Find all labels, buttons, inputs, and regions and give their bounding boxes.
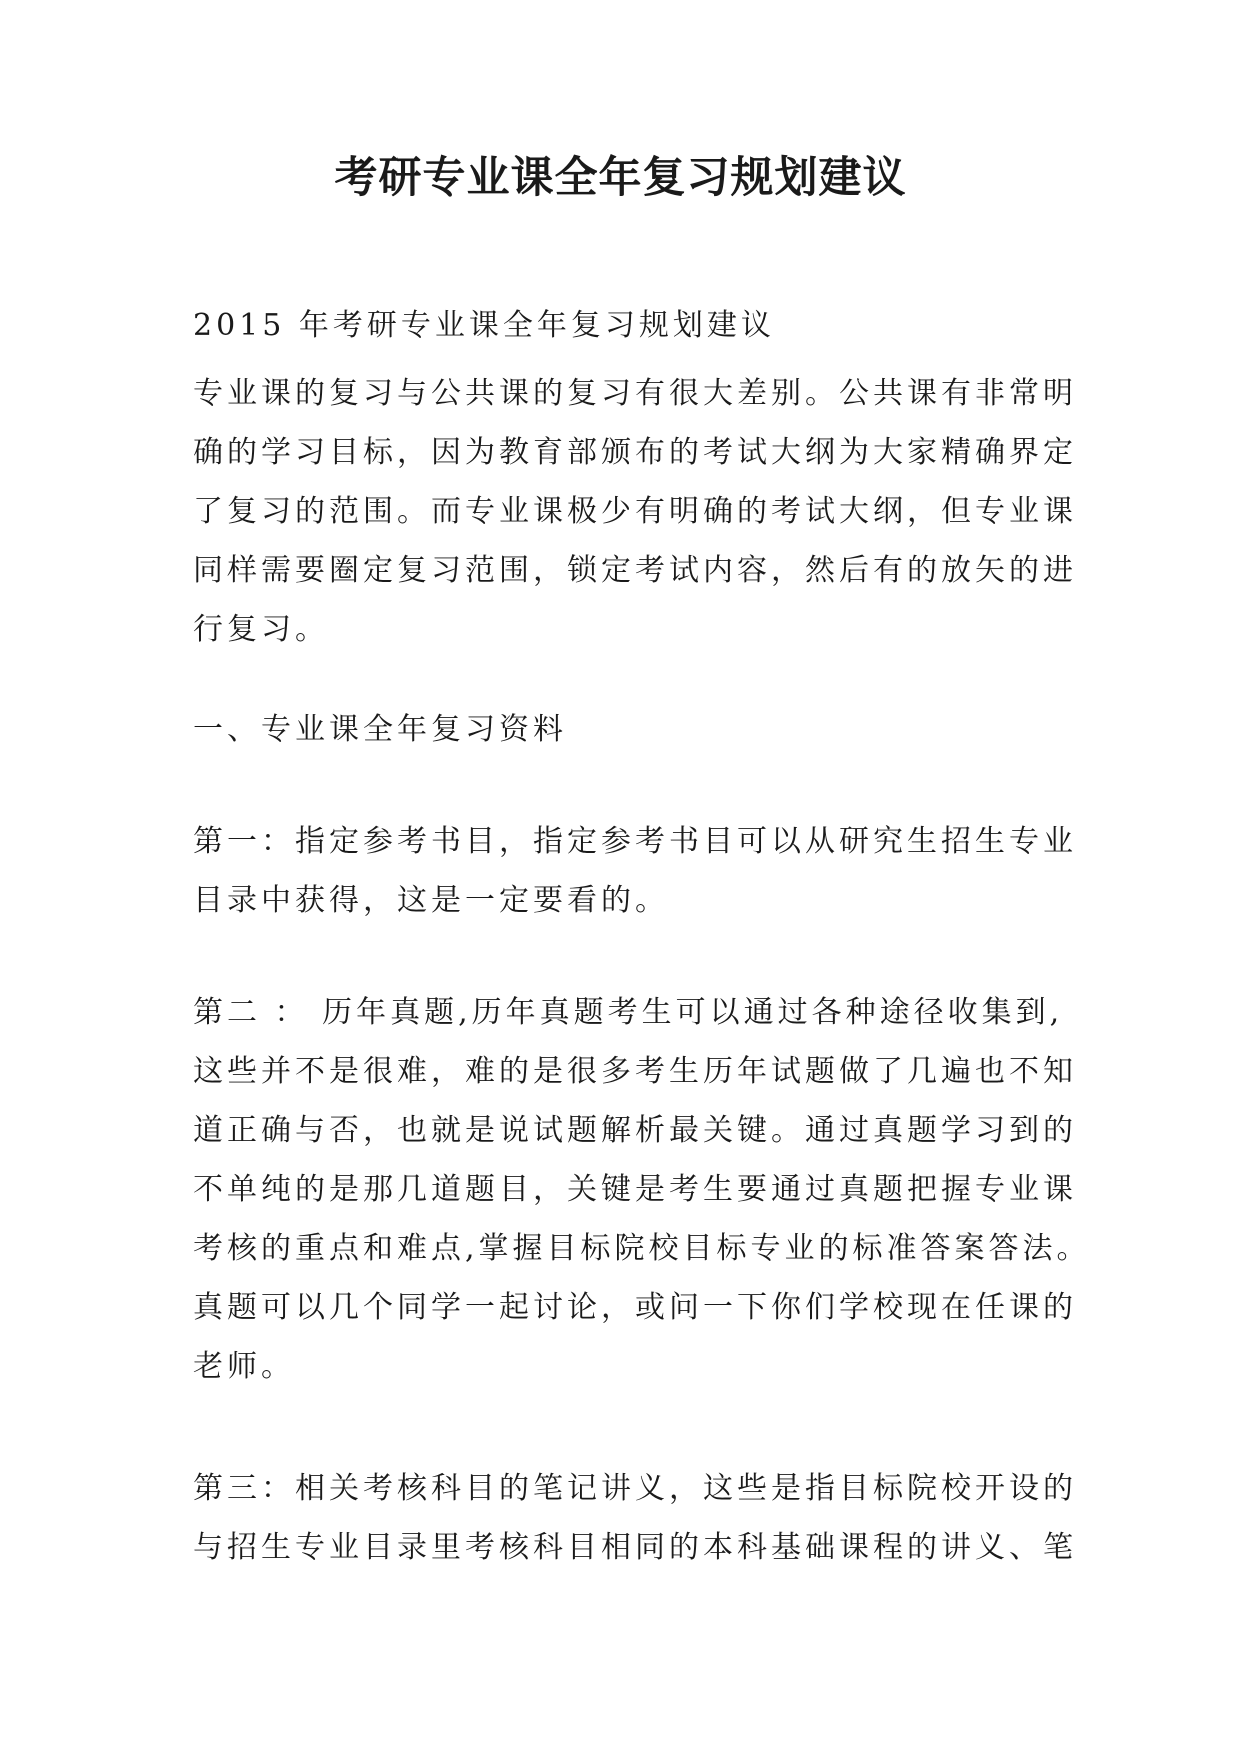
- intro-line: 了复习的范围。而专业课极少有明确的考试大纲，但专业课: [193, 494, 1077, 529]
- intro-line: 专业课的复习与公共课的复习有很大差别。公共课有非常明: [193, 376, 1077, 411]
- item-paragraph-1: [193, 812, 1077, 930]
- intro-line: 行复习。: [193, 612, 329, 647]
- item-line: 不单纯的是那几道题目，关键是考生要通过真题把握专业课: [193, 1172, 1077, 1207]
- item-line: 目录中获得，这是一定要看的。: [193, 883, 669, 918]
- item-line: 道正确与否，也就是说试题解析最关键。通过真题学习到的: [193, 1113, 1077, 1148]
- intro-line: 确的学习目标，因为教育部颁布的考试大纲为大家精确界定: [193, 435, 1077, 470]
- item-paragraph-3: [193, 1459, 1077, 1577]
- item-line: 考核的重点和难点,掌握目标院校目标专业的标准答案答法。: [193, 1231, 1091, 1266]
- item-line: 这些并不是很难，难的是很多考生历年试题做了几遍也不知: [193, 1054, 1077, 1089]
- item-line: 真题可以几个同学一起讨论，或问一下你们学校现在任课的: [193, 1290, 1077, 1325]
- section-heading: [193, 700, 1061, 759]
- intro-paragraph: [193, 305, 1077, 659]
- intro-line: 同样需要圈定复习范围，锁定考试内容，然后有的放矢的进: [193, 553, 1077, 588]
- document-title: 考研专业课全年复习规划建议: [334, 153, 907, 203]
- item-line: 第一：指定参考书目，指定参考书目可以从研究生招生专业: [193, 824, 1077, 859]
- item-line: 第二 ： 历年真题,历年真题考生可以通过各种途径收集到,: [193, 995, 1064, 1030]
- item-line: 老师。: [193, 1349, 295, 1384]
- item-paragraph-2: [193, 983, 1091, 1396]
- item-line: 与招生专业目录里考核科目相同的本科基础课程的讲义、笔: [193, 1530, 1077, 1565]
- section-heading-text: 一、专业课全年复习资料: [193, 712, 567, 747]
- subtitle-text: 2015 年考研专业课全年复习规划建议: [193, 308, 775, 343]
- item-line: 第三：相关考核科目的笔记讲义，这些是指目标院校开设的: [193, 1471, 1077, 1506]
